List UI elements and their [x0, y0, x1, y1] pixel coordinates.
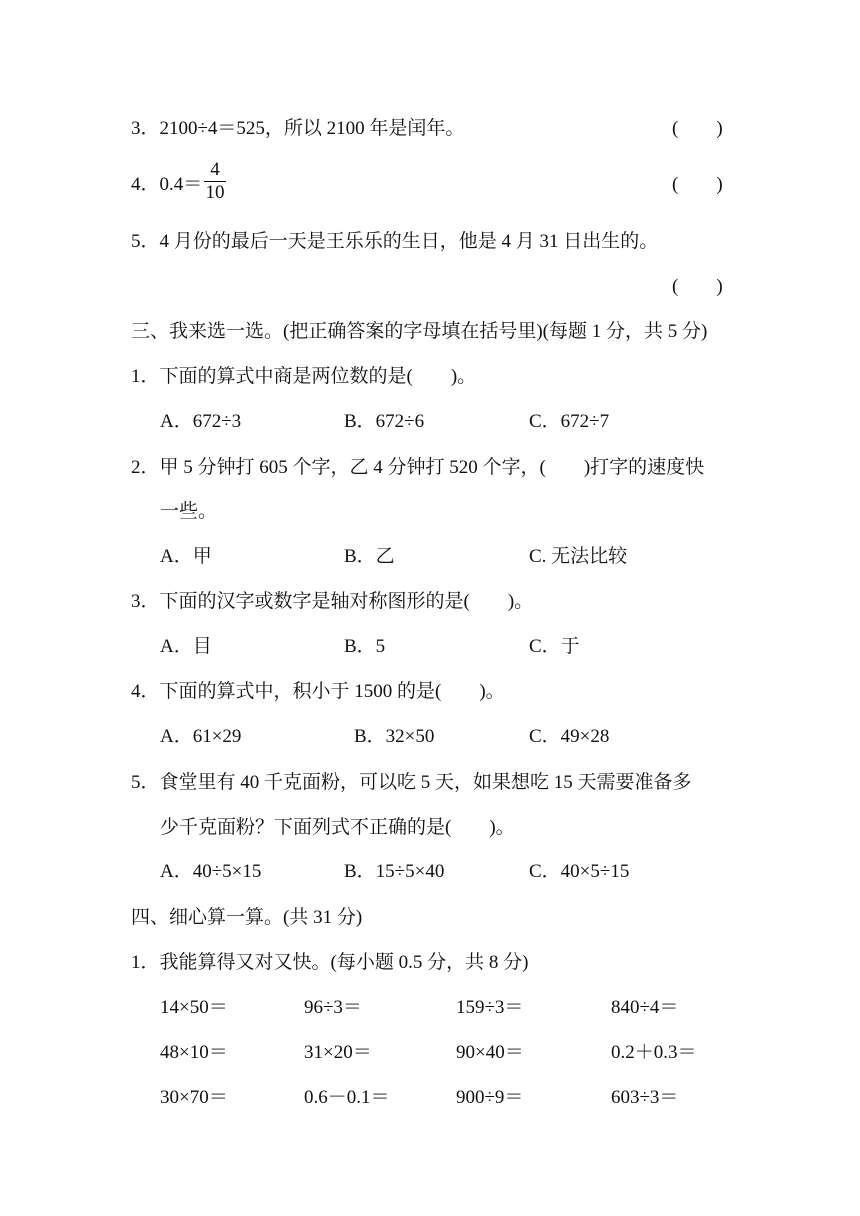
calc-item: 14×50＝: [160, 997, 228, 1018]
option-a[interactable]: A．40÷5×15: [160, 861, 262, 882]
calc-item: 30×70＝: [160, 1087, 228, 1108]
calc-item: 603÷3＝: [611, 1087, 679, 1108]
choice-question-5: 5．食堂里有 40 千克面粉，可以吃 5 天，如果想吃 15 天需要准备多: [131, 772, 692, 793]
fraction-denominator: 10: [205, 182, 225, 203]
option-b[interactable]: B．672÷6: [344, 411, 425, 432]
section3-heading: 三、我来选一选。(把正确答案的字母填在括号里)(每题 1 分，共 5 分): [131, 321, 708, 342]
fraction-four-tenths: [204, 160, 226, 203]
choice-question-4: 4．下面的算式中，积小于 1500 的是( )。: [131, 681, 505, 702]
judge-question-4: 4．0.4＝: [131, 174, 203, 195]
choice-question-2: 2．甲 5 分钟打 605 个字，乙 4 分钟打 520 个字，( )打字的速度快: [131, 457, 705, 478]
choice-question-1: 1．下面的算式中商是两位数的是( )。: [131, 366, 477, 387]
choice-question-2-cont: 一些。: [160, 501, 218, 522]
section4-heading: 四、细心算一算。(共 31 分): [131, 907, 363, 928]
answer-paren-3[interactable]: ( ): [672, 118, 723, 139]
option-c[interactable]: C. 无法比较: [529, 546, 628, 567]
option-a[interactable]: A．672÷3: [160, 411, 242, 432]
answer-paren-4[interactable]: ( ): [672, 174, 723, 195]
option-b[interactable]: B．5: [344, 636, 386, 657]
option-c[interactable]: C．于: [529, 636, 580, 657]
calc-item: 0.2＋0.3＝: [611, 1042, 697, 1063]
option-c[interactable]: C．672÷7: [529, 411, 610, 432]
option-c[interactable]: C．49×28: [529, 726, 610, 747]
choice-question-3: 3．下面的汉字或数字是轴对称图形的是( )。: [131, 591, 534, 612]
fraction-numerator: 4: [204, 160, 226, 182]
calc-item: 0.6－0.1＝: [304, 1087, 390, 1108]
judge-question-3: 3．2100÷4＝525，所以 2100 年是闰年。: [131, 118, 465, 139]
option-a[interactable]: A．甲: [160, 546, 212, 567]
calc-item: 31×20＝: [304, 1042, 372, 1063]
calc-item: 48×10＝: [160, 1042, 228, 1063]
choice-question-5-cont: 少千克面粉？下面列式不正确的是( )。: [160, 817, 515, 838]
option-b[interactable]: B．乙: [344, 546, 395, 567]
judge-question-5: 5．4 月份的最后一天是王乐乐的生日，他是 4 月 31 日出生的。: [131, 231, 659, 252]
calc-item: 840÷4＝: [611, 997, 679, 1018]
calc-item: 900÷9＝: [456, 1087, 524, 1108]
calc-item: 90×40＝: [456, 1042, 524, 1063]
option-b[interactable]: B．32×50: [354, 726, 435, 747]
calc-item: 96÷3＝: [304, 997, 362, 1018]
option-a[interactable]: A．目: [160, 636, 212, 657]
section4-sub1: 1．我能算得又对又快。(每小题 0.5 分，共 8 分): [131, 952, 529, 973]
option-c[interactable]: C．40×5÷15: [529, 861, 630, 882]
calc-item: 159÷3＝: [456, 997, 524, 1018]
option-b[interactable]: B．15÷5×40: [344, 861, 445, 882]
answer-paren-5[interactable]: ( ): [672, 276, 723, 297]
option-a[interactable]: A．61×29: [160, 726, 242, 747]
